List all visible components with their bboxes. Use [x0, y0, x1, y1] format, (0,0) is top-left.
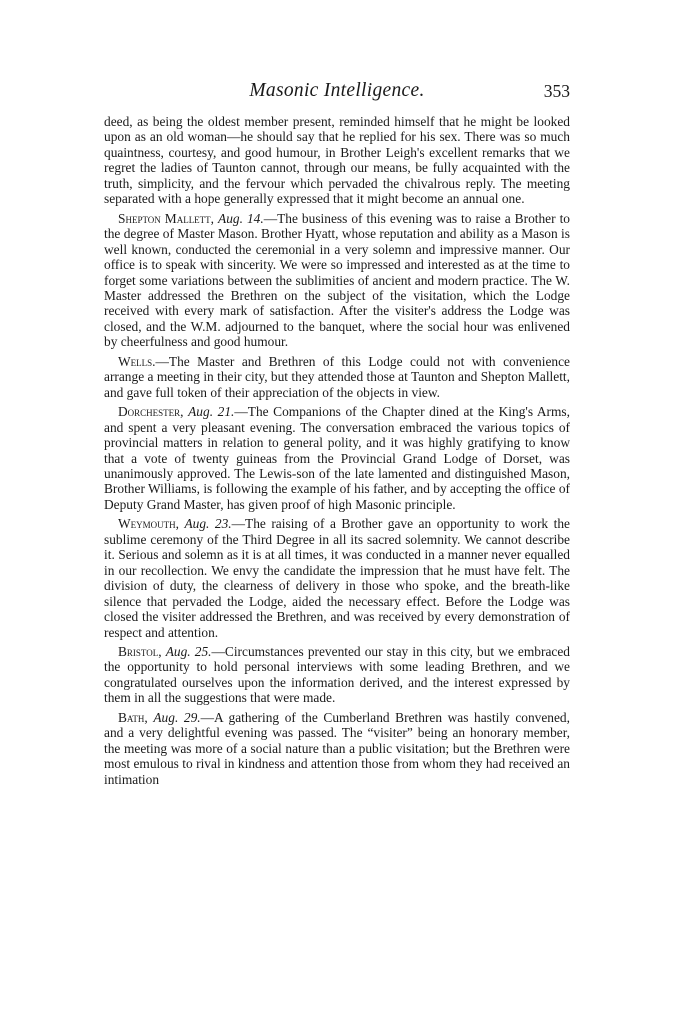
paragraph-body: —Circumstances prevented our stay in this city, but we embraced the opportunity to hold personal interviews with some leading Brethren, and we congratulated ourselves upon the information derived, and the interest expressed by them in all the suggestions that were made. [104, 643, 570, 706]
paragraph-dorchester [104, 404, 570, 512]
paragraph-continuation [104, 114, 570, 207]
paragraph-date: Aug. 23. [184, 516, 232, 532]
paragraph-wells [104, 354, 570, 400]
paragraph-place: Dorchester, [118, 404, 184, 420]
paragraph-body: —A gathering of the Cumberland Brethren was hastily convened, and a very delightful evening was passed. The “visiter” being an honorary member, the meeting was more of a social nature than a public visitation; but the Brethren were most emulous to rival in kindness and attention those from whom they had received an intimation [104, 709, 570, 787]
paragraph-body: —The Companions of the Chapter dined at the King's Arms, and spent a very pleasant evening. The conversation embraced the various topics of provincial matters in relation to general polity, and it was highly gratifying to know that a vote of twenty guineas from the Provincial Grand Lodge of Dorset, was unanimously approved. The Lewis-son of the late lamented and distinguished Mason, Brother Williams, is following the example of his father, and by accepting the office of Deputy Grand Master, has given proof of high Masonic principle. [104, 404, 570, 512]
page-header [104, 80, 570, 108]
paragraph-place: Weymouth, [118, 516, 179, 532]
running-title: Masonic Intelligence. [249, 80, 425, 101]
paragraph-bath [104, 710, 570, 787]
paragraph-bristol [104, 644, 570, 706]
paragraph-date: Aug. 25. [165, 643, 212, 659]
page-number: 353 [543, 81, 570, 101]
paragraph-body: —The raising of a Brother gave an opportunity to work the sublime ceremony of the Third Degree in all its sacred solemnity. We cannot describe it. Serious and solemn as it is at all times, it was conducted in a manner never equalled in our recollection. We envy the candidate the impression that he must have felt. The division of duty, the clearness of delivery in those who spoke, and the breath-like silence that pervaded the Lodge, aided the necessary effect. Before the Lodge was closed the visiter addressed the Brethren, and was received by every demonstration of respect and attention. [104, 516, 570, 640]
paragraph-weymouth [104, 516, 570, 640]
paragraph-date: Aug. 21. [188, 404, 235, 420]
paragraph-body: deed, as being the oldest member present, reminded himself that he might be looked upon as an old woman—he should say that he replied for his sex. There was so much quaintness, courtesy, and good humour, in Brother Leigh's excellent remarks that we regret the ladies of Taunton cannot, through our means, be fully acquainted with the truth, simplicity, and the fervour which pervaded the chivalrous reply. The meeting separated with a hope generally expressed that it might become an annual one. [104, 114, 570, 207]
paragraph-body: —The Master and Brethren of this Lodge could not with convenience arrange a meeting in their city, but they attended those at Taunton and Shepton Mallett, and gave full token of their appreciation of the objects in view. [104, 353, 570, 400]
paragraph-shepton-mallett [104, 211, 570, 350]
paragraph-date: Aug. 14. [218, 210, 264, 226]
paragraph-place: Bristol, [118, 643, 162, 659]
paragraph-place: Shepton Mallett, [118, 210, 215, 226]
paragraph-place: Bath, [118, 709, 148, 725]
paragraph-place: Wells. [118, 353, 156, 369]
paragraph-body: —The business of this evening was to raise a Brother to the degree of Master Mason. Brother Hyatt, whose reputation and ability as a Mason is well known, conducted the ceremonial in a very solemn and impressive manner. Our office is to speak with sincerity. We were so impressed and interested as at the time to forget some variations between the sublimities of ancient and modern practice. The W. Master addressed the Brethren on the subject of the visitation, which the Lodge received with every mark of satisfaction. After the visiter's address the Lodge was closed, and the W.M. adjourned to the banquet, where the social hour was enlivened by cheerfulness and good humour. [104, 210, 570, 350]
paragraph-date: Aug. 29. [153, 709, 201, 725]
book-page [104, 80, 570, 787]
